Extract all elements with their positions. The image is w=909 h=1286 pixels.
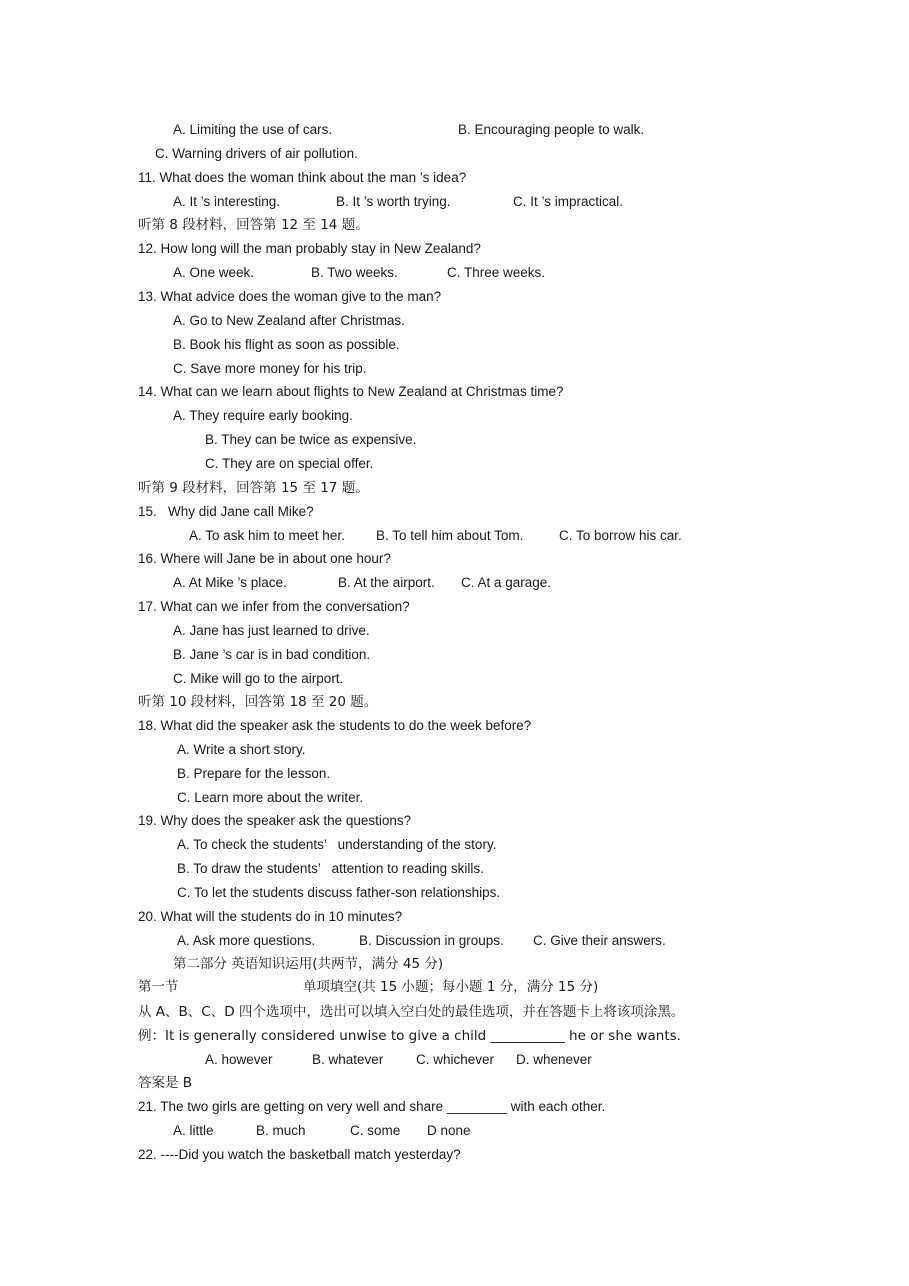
option-line: A. Ask more questions. xyxy=(177,933,316,948)
question-line: 16. Where will Jane be in about one hour? xyxy=(138,551,391,566)
section-heading: 第一节 xyxy=(138,979,179,995)
part-heading: 第二部分 英语知识运用(共两节，满分 45 分) xyxy=(173,956,444,972)
option-line: C. Three weeks. xyxy=(447,265,546,280)
option-line: C. To let the students discuss father-son relationships. xyxy=(177,885,501,900)
option-line: C. To borrow his car. xyxy=(559,528,682,543)
option-line: C. Give their answers. xyxy=(533,933,666,948)
option-line: A. One week. xyxy=(173,265,255,280)
option-line: B. Jane ’s car is in bad condition. xyxy=(173,647,371,662)
option-line: B. At the airport. xyxy=(338,575,435,590)
question-line: 20. What will the students do in 10 minutes? xyxy=(138,909,403,924)
option-line: C. It ’s impractical. xyxy=(513,194,624,209)
option-line: B. Prepare for the lesson. xyxy=(177,766,331,781)
question-line: 15. Why did Jane call Mike? xyxy=(138,504,314,519)
section-heading: 单项填空(共 15 小题；每小题 1 分，满分 15 分) xyxy=(303,979,599,995)
option-line: A. They require early booking. xyxy=(173,408,353,423)
option-line: D. whenever xyxy=(516,1052,592,1067)
section-instruction: 听第 8 段材料，回答第 12 至 14 题。 xyxy=(138,217,369,233)
option-line: C. whichever xyxy=(416,1052,495,1067)
option-line: B. Two weeks. xyxy=(311,265,398,280)
section-instruction: 听第 10 段材料，回答第 18 至 20 题。 xyxy=(138,694,378,710)
answer-line: 答案是 B xyxy=(138,1075,193,1091)
option-line: B. They can be twice as expensive. xyxy=(205,432,417,447)
option-line: B. much xyxy=(256,1123,306,1138)
option-line: B. To tell him about Tom. xyxy=(376,528,524,543)
example-line: 例：It is generally considered unwise to give a child ___________ he or she wants. xyxy=(138,1028,681,1044)
option-line: B. Discussion in groups. xyxy=(359,933,504,948)
option-line: A. Go to New Zealand after Christmas. xyxy=(173,313,405,328)
option-line: C. Mike will go to the airport. xyxy=(173,671,344,686)
option-line: C. Learn more about the writer. xyxy=(177,790,364,805)
section-instruction: 从 A、B、C、D 四个选项中，选出可以填入空白处的最佳选项，并在答题卡上将该项涂黑。 xyxy=(138,1004,685,1020)
question-line: 14. What can we learn about flights to New Zealand at Christmas time? xyxy=(138,384,564,399)
question-line: 12. How long will the man probably stay in New Zealand? xyxy=(138,241,481,256)
option-line: B. whatever xyxy=(312,1052,384,1067)
option-line: C. Save more money for his trip. xyxy=(173,361,367,376)
option-line: C. Warning drivers of air pollution. xyxy=(155,146,358,161)
option-line: B. It ’s worth trying. xyxy=(336,194,451,209)
question-line: 18. What did the speaker ask the students to do the week before? xyxy=(138,718,532,733)
option-line: C. some xyxy=(350,1123,401,1138)
option-line: D none xyxy=(427,1123,471,1138)
option-line: A. It ’s interesting. xyxy=(173,194,281,209)
option-line: B. Encouraging people to walk. xyxy=(458,122,645,137)
option-line: A. Write a short story. xyxy=(177,742,306,757)
option-line: C. They are on special offer. xyxy=(205,456,374,471)
question-line: 17. What can we infer from the conversation? xyxy=(138,599,410,614)
question-line: 11. What does the woman think about the man ’s idea? xyxy=(138,170,467,185)
option-line: A. however xyxy=(205,1052,273,1067)
option-line: B. Book his flight as soon as possible. xyxy=(173,337,400,352)
option-line: A. Limiting the use of cars. xyxy=(173,122,333,137)
option-line: A. To ask him to meet her. xyxy=(189,528,345,543)
option-line: A. little xyxy=(173,1123,214,1138)
option-line: A. At Mike ’s place. xyxy=(173,575,287,590)
question-line: 22. ----Did you watch the basketball match yesterday? xyxy=(138,1147,461,1162)
option-line: A. Jane has just learned to drive. xyxy=(173,623,370,638)
question-line: 13. What advice does the woman give to the man? xyxy=(138,289,442,304)
question-line: 19. Why does the speaker ask the questions? xyxy=(138,813,412,828)
option-line: B. To draw the students’ attention to reading skills. xyxy=(177,861,484,876)
option-line: C. At a garage. xyxy=(461,575,552,590)
section-instruction: 听第 9 段材料，回答第 15 至 17 题。 xyxy=(138,480,369,496)
option-line: A. To check the students’ understanding of the story. xyxy=(177,837,497,852)
question-line: 21. The two girls are getting on very well and share ________ with each other. xyxy=(138,1099,606,1114)
